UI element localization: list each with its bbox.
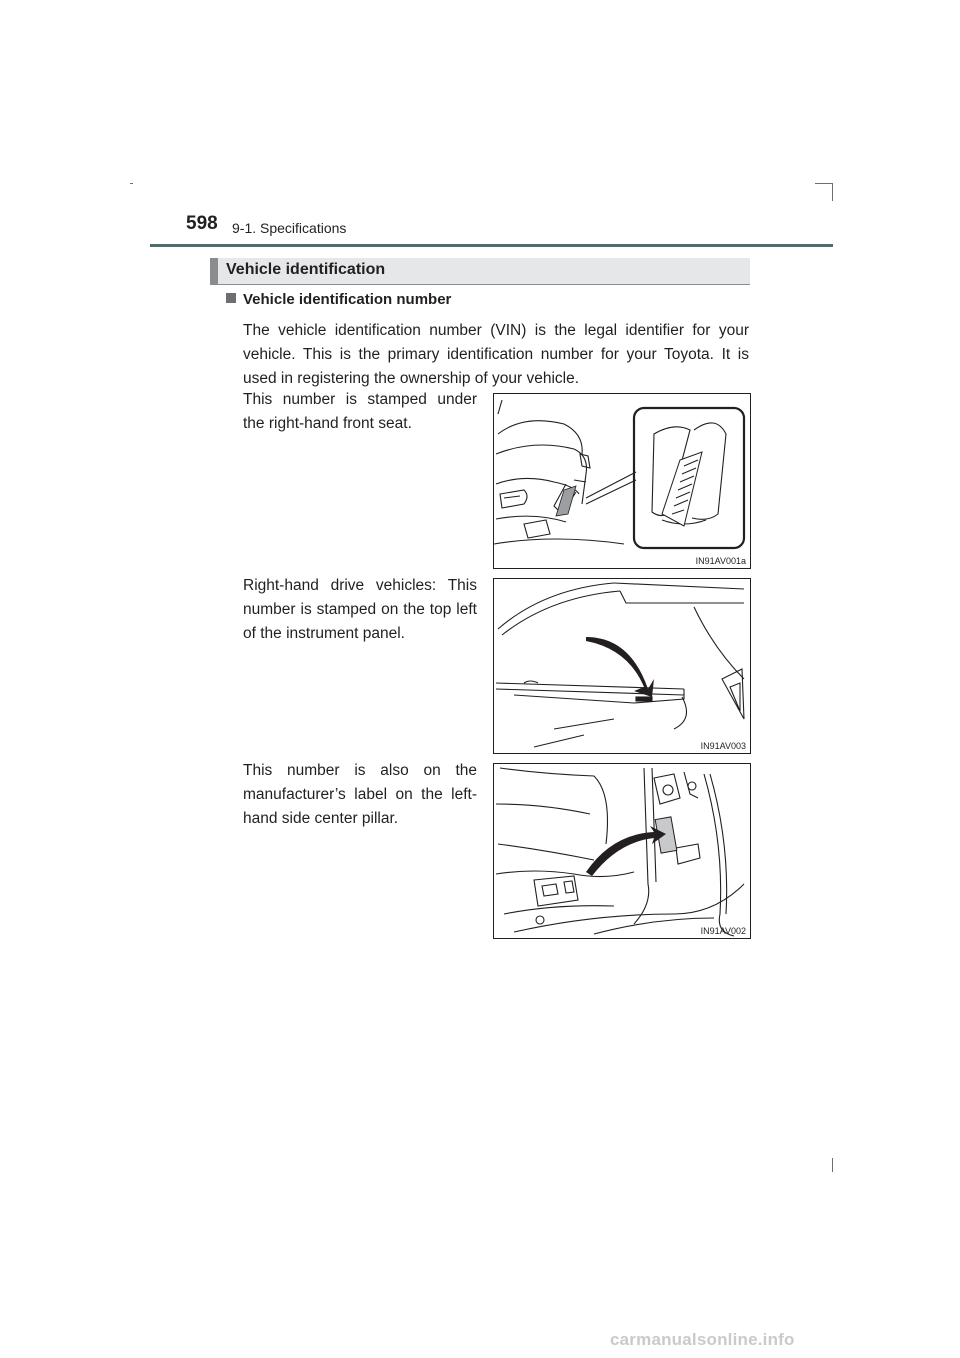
pillar-illustration xyxy=(494,764,750,938)
section-title: Vehicle identification xyxy=(226,261,386,278)
header-rule xyxy=(150,244,833,247)
figure-id: IN91AV003 xyxy=(700,741,746,751)
figure-id: IN91AV002 xyxy=(700,926,746,936)
crop-mark xyxy=(832,183,833,201)
page-number: 598 xyxy=(186,213,218,234)
crop-mark xyxy=(130,183,133,184)
figure-id: IN91AV001a xyxy=(695,556,746,566)
sub-heading xyxy=(226,291,451,308)
seat-illustration xyxy=(494,394,750,568)
figure-caption: This number is also on the manufacturer’s label on the left-hand side center pillar. xyxy=(243,762,477,827)
crop-mark xyxy=(815,183,833,184)
sub-heading-text: Vehicle identification number xyxy=(243,291,452,308)
figure-instrument-panel xyxy=(493,578,751,754)
bullet-square-icon xyxy=(226,293,236,303)
section-reference: 9-1. Specifications xyxy=(232,220,347,236)
figure-caption: This number is stamped under the right-hand front seat. xyxy=(243,391,477,432)
figure-center-pillar xyxy=(493,763,751,939)
section-accent xyxy=(210,258,218,284)
section-heading-bar xyxy=(210,258,750,285)
watermark-logo: carmanualsonline.info xyxy=(610,1330,795,1349)
intro-paragraph: The vehicle identification number (VIN) is the legal identifier for your vehicle. This is the primary identification number for your Toyota. It is used in registering the ownership of your vehicle. xyxy=(243,322,749,387)
figure-seat xyxy=(493,393,751,569)
crop-mark xyxy=(832,1158,833,1172)
dashboard-illustration xyxy=(494,579,750,753)
figure-caption: Right-hand drive vehicles: This number is stamped on the top left of the instrument panel. xyxy=(243,577,477,642)
